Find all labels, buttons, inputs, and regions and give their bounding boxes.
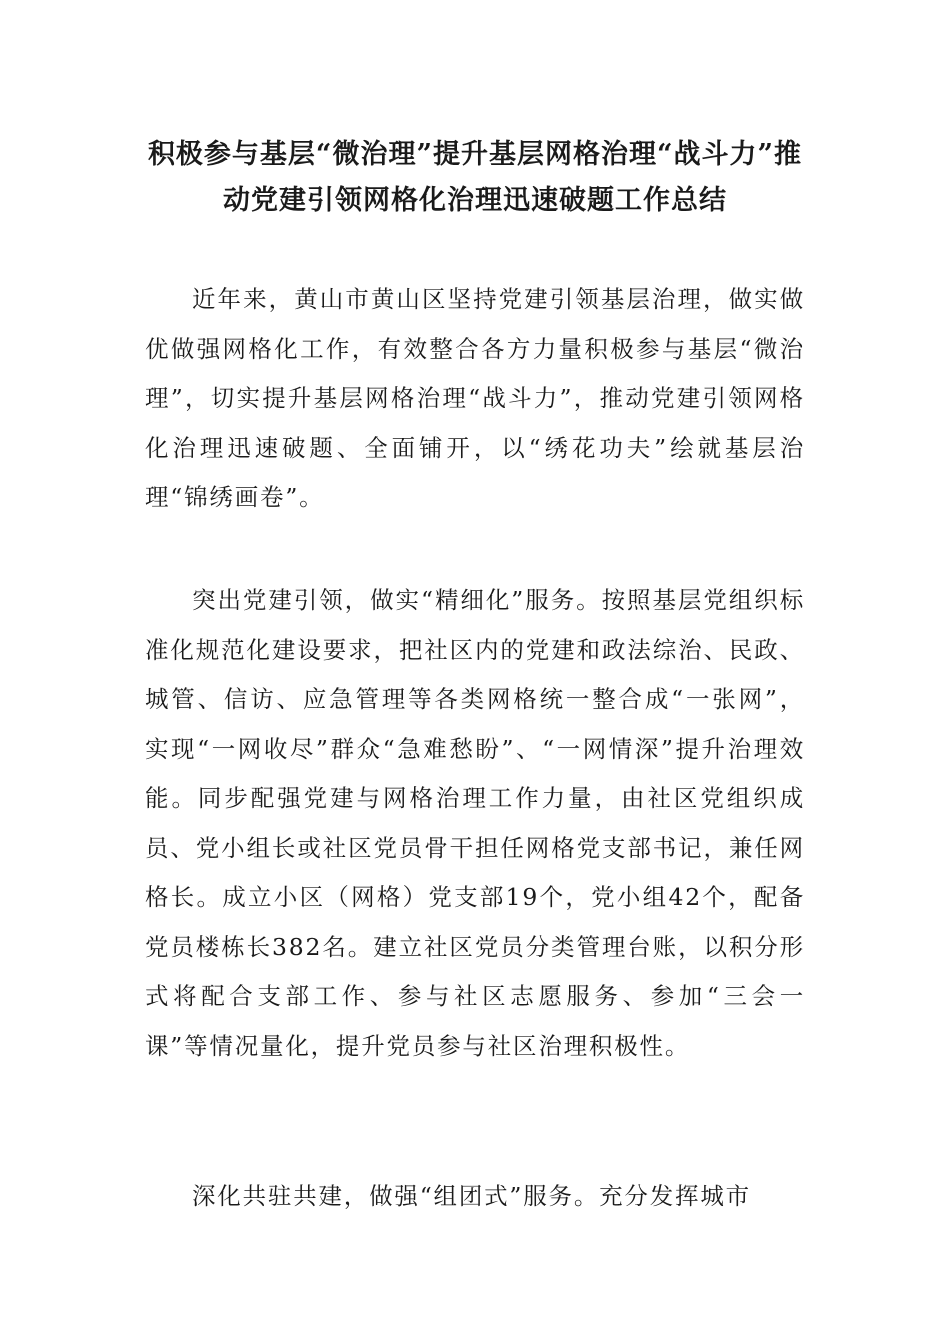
paragraph-party-leadership: 突出党建引领，做实“精细化”服务。按照基层党组织标准化规范化建设要求，把社区内的党建和政法综治、民政、城管、信访、应急管理等各类网格统一整合成“一张网”，实现“一网收尽”群众“急难愁盼”、“一网情深”提升治理效能。同步配强党建与网格治理工作力量，由社区党组织成员、党小组长或社区党员骨干担任网格党支部书记，兼任网格长。成立小区（网格）党支部19个，党小组42个，配备党员楼栋长382名。建立社区党员分类管理台账，以积分形式将配合支部工作、参与社区志愿服务、参加“三会一课”等情况量化，提升党员参与社区治理积极性。 (145, 586, 805, 1060)
paragraph-co-construction: 深化共驻共建，做强“组团式”服务。充分发挥城市 (192, 1182, 751, 1210)
document-title: 积极参与基层“微治理”提升基层网格治理“战斗力”推动党建引领网格化治理迅速破题工作总结 (147, 139, 803, 216)
paragraph-intro: 近年来，黄山市黄山区坚持党建引领基层治理，做实做优做强网格化工作，有效整合各方力量积极参与基层“微治理”，切实提升基层网格治理“战斗力”，推动党建引领网格化治理迅速破题、全面铺开，以“绣花功夫”绘就基层治理“锦绣画卷”。 (145, 285, 805, 511)
